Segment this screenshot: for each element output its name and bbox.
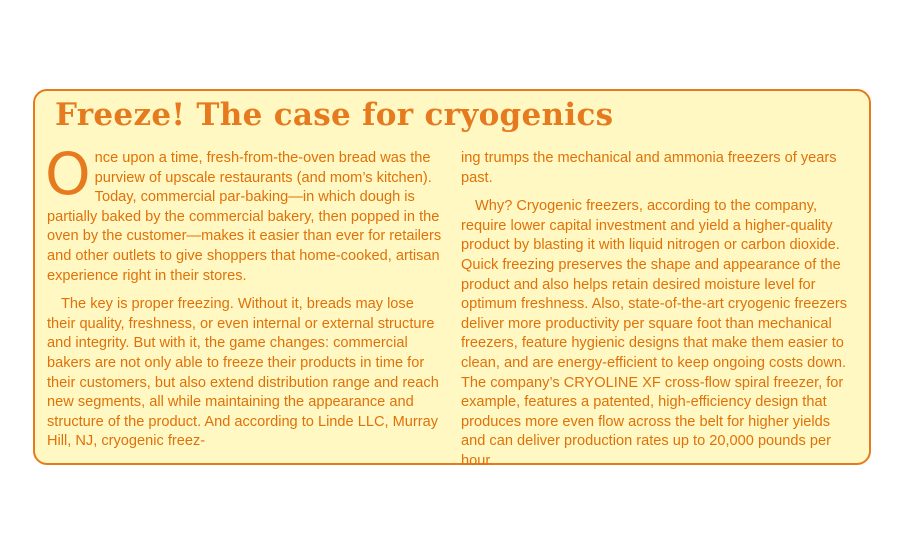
text-column-right [461,149,857,472]
paragraph-intro-text: nce upon a time, fresh-from-the-oven bread was the purview of upscale restaurants (and mom’s kitchen). Today, commercial par-baking—in which dough is partially baked by the commercial bakery, then popped in the oven by the customer—makes it easier than ever for retailers and other outlets to give shoppers that home-cooked, artisan experience right in their stores. [47,150,442,284]
sidebar-box [33,89,871,469]
sidebar-headline: Freeze! The case for cryogenics [55,97,614,133]
paragraph-intro [45,140,443,286]
text-column-left [45,140,443,452]
drop-cap: O [45,140,91,208]
paragraph-freezing: The key is proper freezing. Without it, breads may lose their quality, freshness, or even internal or external structure and integrity. But with it, the game changes: commercial bakers are not only able to freeze their products in time for their customers, but also extend distribution range and reach new segments, all while maintaining the appearance and structure of the product. And according to Linde LLC, Murray Hill, NJ, cryogenic freez- [47,296,439,450]
paragraph-why: Why? Cryogenic freezers, according to the company, require lower capital investment and yield a higher-quality product by blasting it with liquid nitrogen or carbon dioxide. Quick freezing preserves the shape and appearance of the product and also helps retain desired moisture level for optimum freshness. Also, state-of-the-art cryogenic freezers deliver more productivity per square foot than mechanical freezers, feature hygienic designs that make them easier to clean, and are energy-efficient to keep ongoing costs down. The company’s CRYOLINE XF cross-flow spiral freezer, for example, features a patented, high-efficiency design that produces more even flow across the belt for higher yields and can deliver production rates up to 20,000 pounds per hour. [461,198,848,469]
paragraph-continuation: ing trumps the mechanical and ammonia freezers of years past. [461,150,837,186]
